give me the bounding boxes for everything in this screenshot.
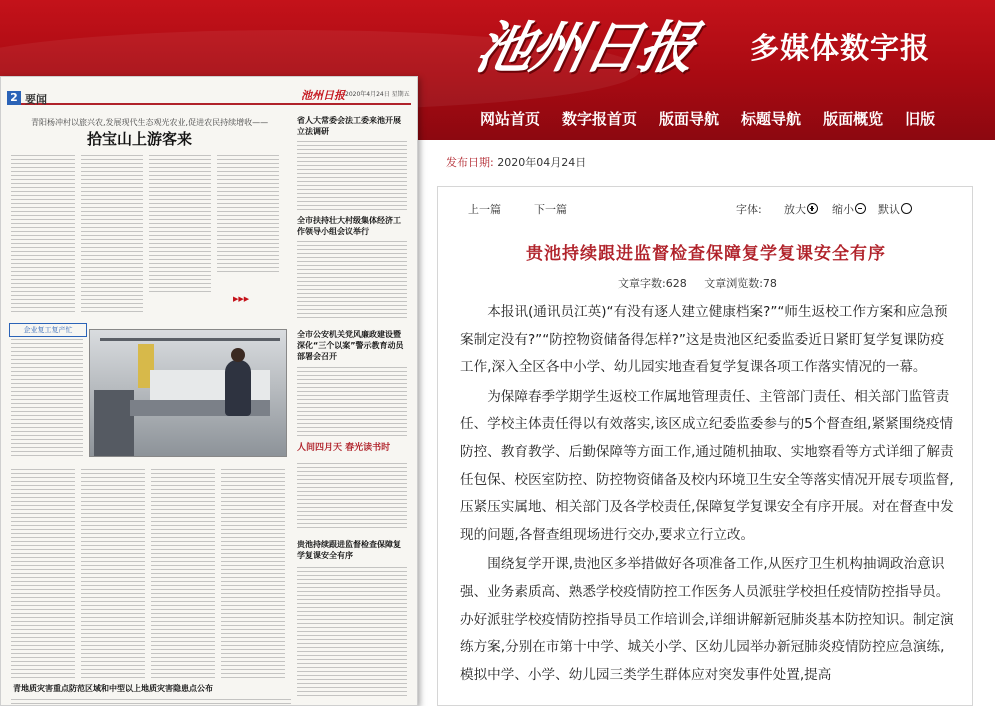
- paper-date-line: 2020年4月24日 星期五: [345, 91, 410, 98]
- column-text: [217, 155, 279, 275]
- side-headline[interactable]: 省人大常委会法工委来池开展立法调研: [297, 116, 401, 136]
- logo-text: 池州日报: [470, 15, 701, 81]
- column-text: [297, 567, 407, 697]
- article-panel: [437, 186, 973, 706]
- word-count: 文章字数:628: [618, 277, 687, 290]
- article-paragraph: 本报讯(通讯员江英)“有没有逐人建立健康档案?”“师生返校工作方案和应急预案制定没有?”“防控物资储备得怎样?”这是贵池区纪委监委近日紧盯复学复课防疫工作,深入全区各中小学、幼儿园实地查看复学复课各项工作落实情况的一幕。: [460, 304, 948, 376]
- article-title: 贵池持续跟进监督检查保障复学复课安全有序: [526, 244, 886, 264]
- article-meta: [618, 275, 791, 291]
- side-headline[interactable]: 人间四月天 春光读书时: [297, 443, 391, 453]
- column-text: [11, 155, 75, 315]
- section-label: 要闻: [25, 93, 47, 106]
- prev-article-link[interactable]: 上一篇: [468, 203, 501, 216]
- nav-title-navigation[interactable]: 标题导航: [741, 110, 802, 128]
- newspaper-page-thumbnail[interactable]: [0, 76, 418, 706]
- photo-fabric: [150, 370, 270, 402]
- article-paragraph: 围绕复学开课,贵池区多举措做好各项准备工作,从医疗卫生机构抽调政治意识强、业务素质高、熟悉学校疫情防控工作医务人员派驻学校担任疫情防控指导员。办好派驻学校疫情防控指导员工作培训会,详细讲解新冠肺炎基本防控知识。制定演练方案,分别在市第十中学、城关小学、区幼儿园举办新冠肺炎疫情防控应急演练,模拟中学、小学、幼儿园三类学生群体应对突发事件处置,提高: [460, 556, 954, 683]
- nav-home[interactable]: 网站首页: [480, 110, 541, 128]
- reset-icon: [901, 203, 912, 214]
- side-headline[interactable]: 全市扶持壮大村级集体经济工作领导小组会议举行: [297, 216, 401, 236]
- photo-rod: [100, 338, 280, 341]
- zoom-in-control[interactable]: [784, 201, 818, 217]
- photo-machine: [94, 390, 134, 456]
- zoom-out-icon: [855, 203, 866, 214]
- nav-page-overview[interactable]: 版面概览: [823, 110, 884, 128]
- article-body: [460, 299, 956, 691]
- zoom-in-icon: [807, 203, 818, 214]
- side-headline-current[interactable]: 贵池持续跟进监督检查保障复学复课安全有序: [297, 540, 401, 560]
- publish-date-value: 2020年04月24日: [497, 156, 587, 169]
- photo-worker: [225, 360, 251, 416]
- next-article-link[interactable]: 下一篇: [534, 203, 567, 216]
- article-paragraph: 为保障春季学期学生返校工作属地管理责任、主管部门责任、相关部门监管责任、学校主体责任得以有效落实,该区成立纪委监委参与的5个督查组,紧紧围绕疫情防控、教育教学、后勤保障等方面工作,通过随机抽取、实地察看等方式详细了解责任包保、校医室防控、防控物资储备及校内环境卫生安全等落实情况开展专项监督,压紧压实属地、相关部门及各学校责任,保障复学复课安全有序开展。对在督查中发现的问题,各督查组现场进行交办,要求立行立改。: [460, 388, 954, 543]
- publish-date: [446, 154, 586, 170]
- column-text: [221, 469, 285, 679]
- lead-article-kicker[interactable]: 青阳杨冲村以旅兴农,发展现代生态观光农业,促进农民持续增收——: [31, 118, 269, 127]
- view-count: 文章浏览数:78: [704, 277, 777, 290]
- nav-digital-home[interactable]: 数字报首页: [562, 110, 638, 128]
- photo-tag: 企业复工复产忙: [9, 323, 87, 337]
- column-text: [81, 469, 145, 679]
- column-text: [297, 367, 407, 437]
- nav-old-version[interactable]: 旧版: [905, 110, 936, 128]
- site-subtitle: 多媒体数字报: [750, 31, 931, 65]
- side-headline[interactable]: 全市公安机关党风廉政建设暨深化“三个以案”警示教育动员部署会召开: [297, 330, 404, 361]
- page-number: 2: [7, 91, 21, 105]
- photo-worker-head: [231, 348, 245, 362]
- column-text: [151, 469, 215, 679]
- photo-caption-text: [11, 339, 83, 459]
- reset-font-label: 默认: [878, 203, 900, 216]
- article-toolbar: [468, 201, 968, 217]
- column-text: [149, 155, 211, 295]
- news-photo[interactable]: [89, 329, 287, 457]
- column-text: [81, 155, 143, 315]
- column-text: [11, 469, 75, 679]
- publish-date-label: 发布日期:: [446, 156, 494, 169]
- nav-page-navigation[interactable]: 版面导航: [659, 110, 720, 128]
- lead-article-headline[interactable]: 拾宝山上游客来: [87, 130, 193, 148]
- bottom-headline[interactable]: 青地质灾害重点防范区域和中型以上地质灾害隐患点公布: [13, 684, 213, 693]
- reset-font-control[interactable]: [878, 201, 912, 217]
- logo[interactable]: [470, 4, 748, 96]
- paper-mini-logo: 池州日报: [301, 89, 345, 102]
- column-text: [297, 141, 407, 211]
- zoom-out-label: 缩小: [832, 203, 854, 216]
- zoom-in-label: 放大: [784, 203, 806, 216]
- zoom-out-control[interactable]: [832, 201, 866, 217]
- column-text: [297, 463, 407, 531]
- paper-stamp-logo: ▶▶▶: [233, 295, 250, 303]
- font-size-label: 字体:: [736, 203, 762, 216]
- main-nav: [480, 108, 957, 134]
- column-text: [11, 699, 291, 706]
- column-text: [297, 241, 407, 321]
